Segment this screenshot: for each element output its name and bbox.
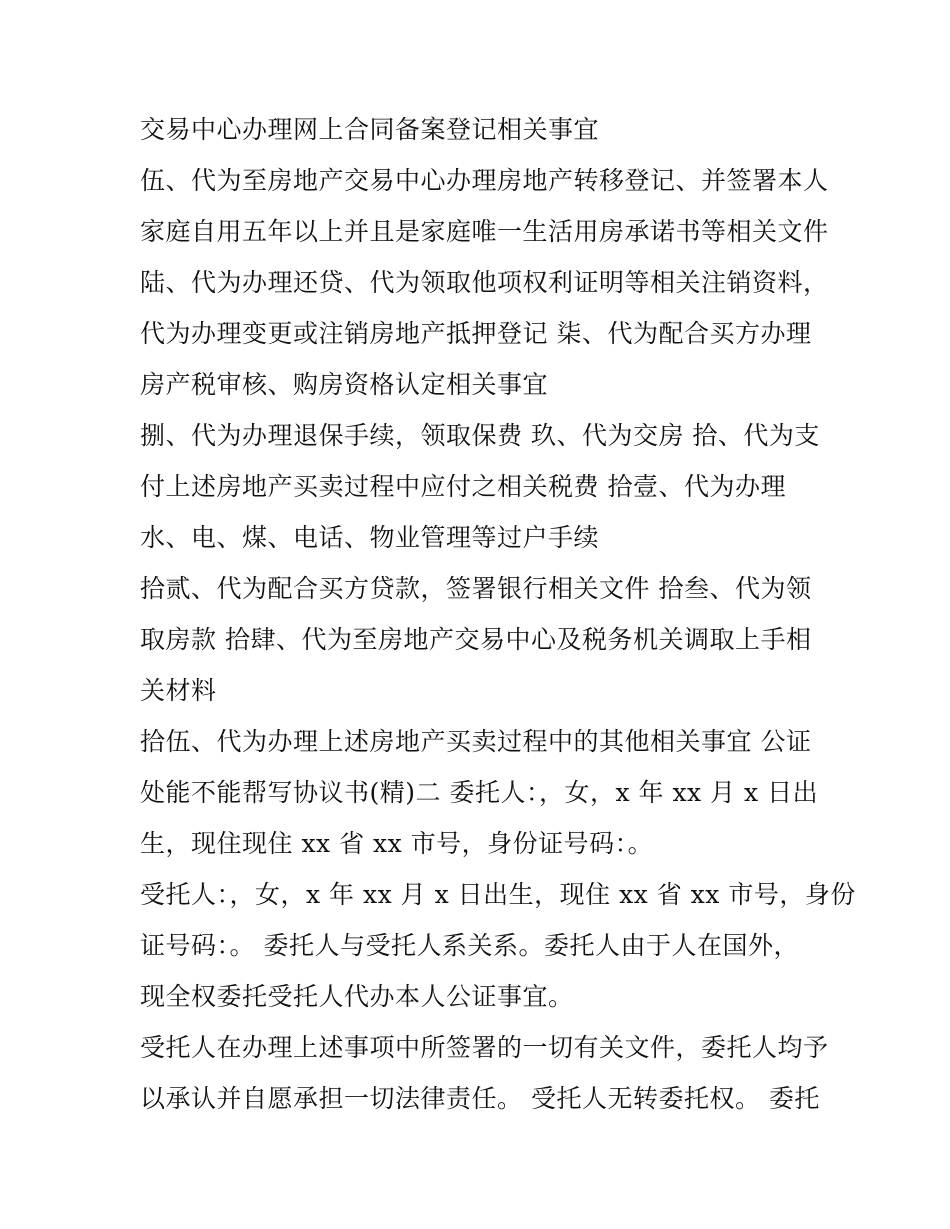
text-line: 捌、代为办理退保手续，领取保费 玖、代为交房 拾、代为支 [140,421,820,450]
text-line: 以承认并自愿承担一切法律责任。 受托人无转委托权。 委托 [140,1084,820,1113]
text-line: 处能不能帮写协议书(精)二 委托人：，女，x 年 xx 月 x 日出 [140,778,819,807]
text-line: 证号码：。 委托人与受托人系关系。委托人由于人在国外， [140,931,799,960]
text-line: 家庭自用五年以上并且是家庭唯一生活用房承诺书等相关文件 [140,217,829,246]
text-line: 关材料 [140,676,217,705]
text-line: 代为办理变更或注销房地产抵押登记 柒、代为配合买方办理 [140,319,812,348]
text-line: 受托人在办理上述事项中所签署的一切有关文件，委托人均予 [140,1033,829,1062]
text-line: 现全权委托受托人代办本人公证事宜。 [140,982,574,1011]
text-line: 伍、代为至房地产交易中心办理房地产转移登记、并签署本人 [140,166,829,195]
text-line: 拾伍、代为办理上述房地产买卖过程中的其他相关事宜 公证 [140,727,812,756]
text-line: 付上述房地产买卖过程中应付之相关税费 拾壹、代为办理 [140,472,786,501]
text-line: 受托人：，女，x 年 xx 月 x 日出生，现住 xx 省 xx 市号，身份 [140,880,856,909]
text-line: 拾贰、代为配合买方贷款，签署银行相关文件 拾叁、代为领 [140,574,812,603]
text-line: 生，现住现住 xx 省 xx 市号，身份证号码：。 [140,829,654,858]
text-line: 交易中心办理网上合同备案登记相关事宜 [140,115,600,144]
document-body [140,108,856,1128]
text-line: 取房款 拾肆、代为至房地产交易中心及税务机关调取上手相 [140,625,812,654]
text-line: 房产税审核、购房资格认定相关事宜 [140,370,549,399]
text-line: 陆、代为办理还贷、代为领取他项权利证明等相关注销资料， [140,268,829,297]
text-line: 水、电、煤、电话、物业管理等过户手续 [140,523,600,552]
